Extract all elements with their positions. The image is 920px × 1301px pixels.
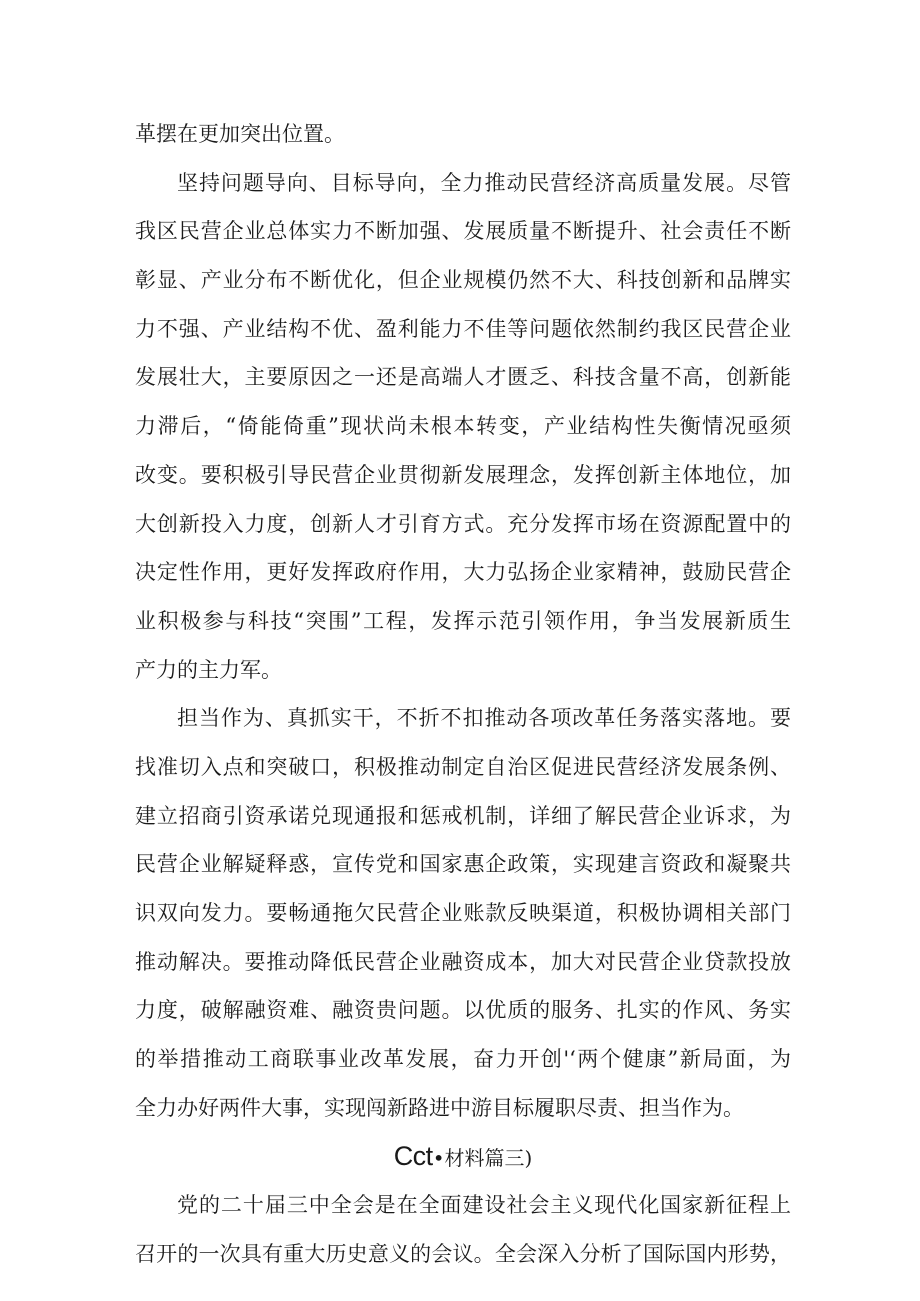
text-line: 彰显、产业分布不断优化，但企业规模仍然不大、科技创新和品牌实 (135, 268, 791, 293)
text-line: 改变。要积极引导民营企业贯彻新发展理念，发挥创新主体地位，加 (135, 462, 791, 487)
text-line: 发展壮大，主要原因之一还是高端人才匮乏、科技含量不高，创新能 (135, 365, 791, 390)
paragraph-first-line: 坚持问题导向、目标导向，全力推动民营经济高质量发展。尽管 (177, 170, 791, 195)
heading-title-part: •材料篇三) (432, 1146, 533, 1171)
text-line: 力不强、产业结构不优、盈利能力不佳等问题依然制约我区民营企业 (135, 316, 791, 341)
text-line: 大创新投入力度，创新人才引育方式。充分发挥市场在资源配置中的 (135, 511, 791, 536)
text-line: 的举措推动工商联事业改革发展，奋力开创'‘两个健康”新局面，为 (135, 1047, 791, 1072)
section-heading (135, 1132, 791, 1181)
heading-latin-part: Cct (393, 1141, 433, 1172)
text-line: 找准切入点和突破口，积极推动制定自治区促进民营经济发展条例、 (135, 754, 791, 779)
text-line: 识双向发力。要畅通拖欠民营企业账款反映渠道，积极协调相关部门 (135, 901, 791, 925)
text-line: 决定性作用，更好发挥政府作用，大力弘扬企业家精神，鼓励民营企 (135, 560, 791, 585)
text-line: 业积极参与科技“突围”工程，发挥示范引领作用，争当发展新质生 (135, 608, 791, 633)
text-line: 建立招商引资承诺兑现通报和惩戒机制，详细了解民营企业诉求，为 (135, 803, 791, 828)
document-page (135, 110, 791, 1279)
text-line: 民营企业解疑释惑，宣传党和国家惠企政策，实现建言资政和凝聚共 (135, 852, 791, 877)
text-line: 力滞后，“倚能倚重”现状尚未根本转变，产业结构性失衡情况亟须 (135, 414, 791, 439)
text-line: 全力办好两件大事，实现闯新路进中游目标履职尽责、担当作为。 (135, 1095, 744, 1120)
text-line: 召开的一次具有重大历史意义的会议。全会深入分析了国际国内形势， (135, 1241, 791, 1266)
text-line: 我区民营企业总体实力不断加强、发展质量不断提升、社会责任不断 (135, 219, 791, 244)
paragraph-first-line: 担当作为、真抓实干，不折不扣推动各项改革任务落实落地。要 (177, 706, 791, 731)
text-line: 力度，破解融资难、融资贵问题。以优质的服务、扎实的作风、务实 (135, 998, 791, 1023)
text-line: 推动解决。要推动降低民营企业融资成本，加大对民营企业贷款投放 (135, 949, 791, 974)
text-line: 产力的主力军。 (135, 657, 282, 682)
text-line: 革摆在更加突出位置。 (135, 122, 345, 146)
paragraph-first-line: 党的二十届三中全会是在全面建设社会主义现代化国家新征程上 (177, 1193, 791, 1218)
